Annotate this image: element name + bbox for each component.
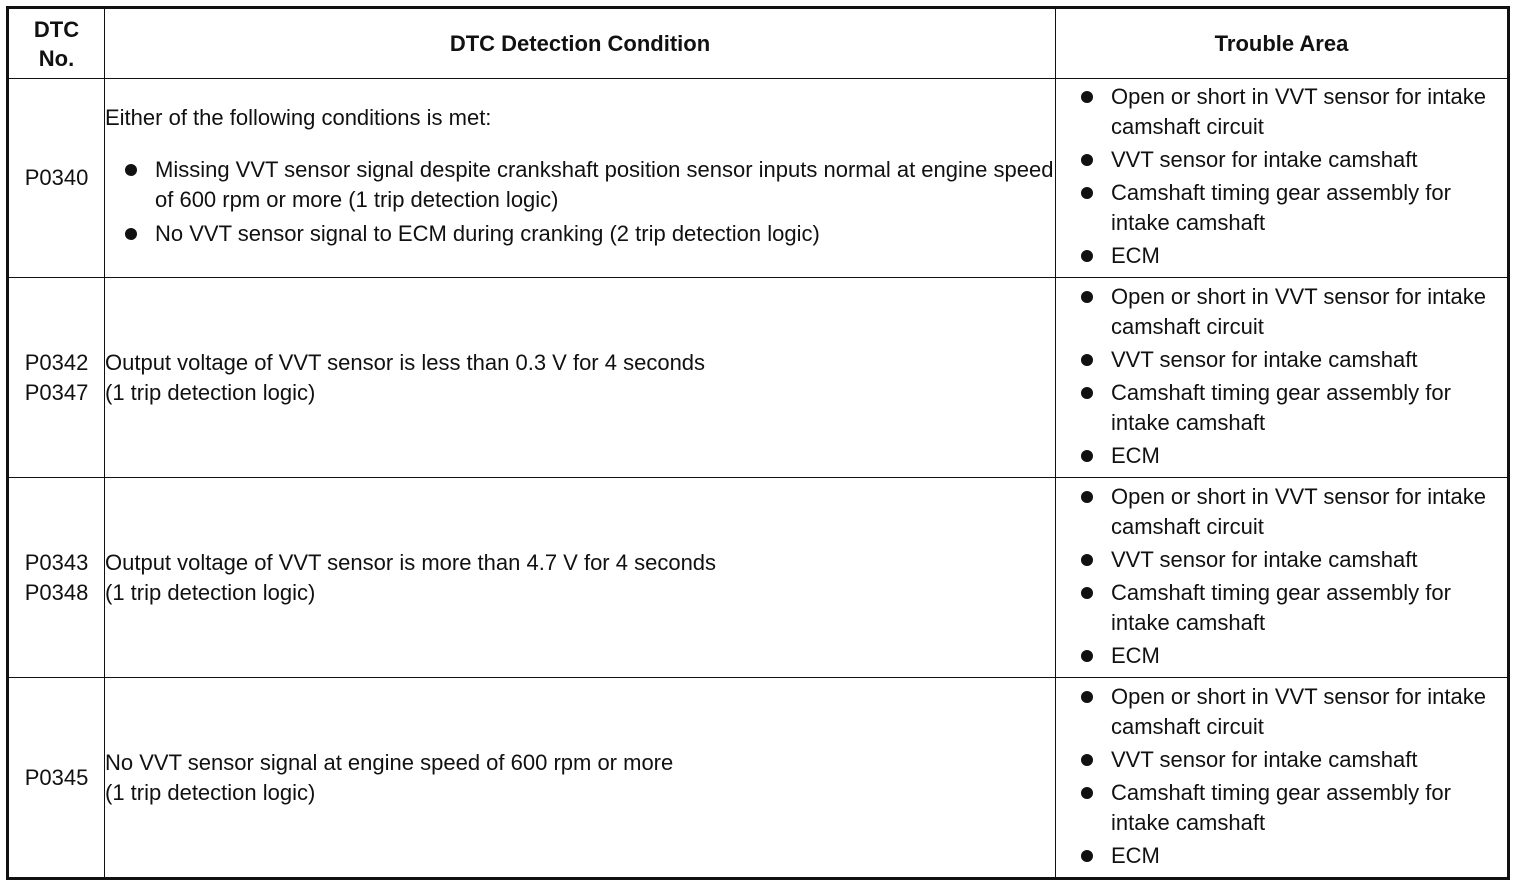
trouble-area-item: ECM — [1056, 441, 1507, 471]
dtc-code: P0340 — [24, 165, 89, 190]
condition-cell — [105, 79, 1056, 278]
trouble-area-item: VVT sensor for intake camshaft — [1056, 145, 1507, 175]
dtc-code: P0348 — [24, 579, 89, 605]
trouble-area-list — [1056, 82, 1507, 271]
condition-list — [105, 155, 1055, 249]
trouble-area-item: ECM — [1056, 641, 1507, 671]
trouble-area-item: ECM — [1056, 841, 1507, 871]
dtc-code-cell — [8, 79, 105, 278]
trouble-area-item: Open or short in VVT sensor for intake camshaft circuit — [1056, 682, 1507, 742]
condition-intro: Either of the following conditions is met: — [105, 105, 492, 130]
condition-line: (1 trip detection logic) — [105, 779, 316, 805]
header-trouble-area: Trouble Area — [1056, 8, 1509, 79]
trouble-area-item: Camshaft timing gear assembly for intake camshaft — [1056, 778, 1507, 838]
dtc-code: P0343 — [24, 549, 89, 575]
condition-line: (1 trip detection logic) — [105, 579, 316, 605]
table-row — [8, 478, 1509, 678]
trouble-area-item: VVT sensor for intake camshaft — [1056, 545, 1507, 575]
dtc-code-cell — [8, 478, 105, 678]
dtc-code-cell — [8, 278, 105, 478]
trouble-area-list — [1056, 282, 1507, 471]
dtc-code-cell — [8, 678, 105, 879]
table-row — [8, 278, 1509, 478]
dtc-code: P0342 — [24, 349, 89, 375]
table-header-row — [8, 8, 1509, 79]
header-condition: DTC Detection Condition — [105, 8, 1056, 79]
condition-line: Output voltage of VVT sensor is less than 0.3 V for 4 seconds — [105, 349, 706, 375]
condition-item: No VVT sensor signal to ECM during cranking (2 trip detection logic) — [105, 219, 1055, 249]
header-dtc-no-line1: DTC — [33, 16, 80, 42]
dtc-code: P0347 — [24, 379, 89, 405]
trouble-area-item: Open or short in VVT sensor for intake camshaft circuit — [1056, 282, 1507, 342]
trouble-area-item: VVT sensor for intake camshaft — [1056, 345, 1507, 375]
condition-line: (1 trip detection logic) — [105, 379, 316, 405]
table-row — [8, 79, 1509, 278]
header-dtc-no — [8, 8, 105, 79]
trouble-area-list — [1056, 682, 1507, 871]
trouble-area-item: Open or short in VVT sensor for intake camshaft circuit — [1056, 482, 1507, 542]
trouble-area-item: Open or short in VVT sensor for intake camshaft circuit — [1056, 82, 1507, 142]
trouble-area-list — [1056, 482, 1507, 671]
trouble-area-cell — [1056, 478, 1509, 678]
trouble-area-cell — [1056, 678, 1509, 879]
trouble-area-item: VVT sensor for intake camshaft — [1056, 745, 1507, 775]
trouble-area-item: Camshaft timing gear assembly for intake camshaft — [1056, 178, 1507, 238]
trouble-area-item: Camshaft timing gear assembly for intake camshaft — [1056, 378, 1507, 438]
condition-cell — [105, 678, 1056, 879]
trouble-area-cell — [1056, 278, 1509, 478]
condition-line: No VVT sensor signal at engine speed of 600 rpm or more — [105, 749, 674, 775]
dtc-code: P0345 — [24, 764, 89, 790]
trouble-area-item: ECM — [1056, 241, 1507, 271]
trouble-area-cell — [1056, 79, 1509, 278]
condition-line: Output voltage of VVT sensor is more than 4.7 V for 4 seconds — [105, 549, 717, 575]
dtc-table — [6, 6, 1510, 880]
trouble-area-item: Camshaft timing gear assembly for intake camshaft — [1056, 578, 1507, 638]
condition-cell — [105, 278, 1056, 478]
table-row — [8, 678, 1509, 879]
header-dtc-no-line2: No. — [38, 45, 75, 71]
condition-item: Missing VVT sensor signal despite crankshaft position sensor inputs normal at engine speed of 600 rpm or more (1 trip detection logic) — [105, 155, 1055, 215]
condition-cell — [105, 478, 1056, 678]
